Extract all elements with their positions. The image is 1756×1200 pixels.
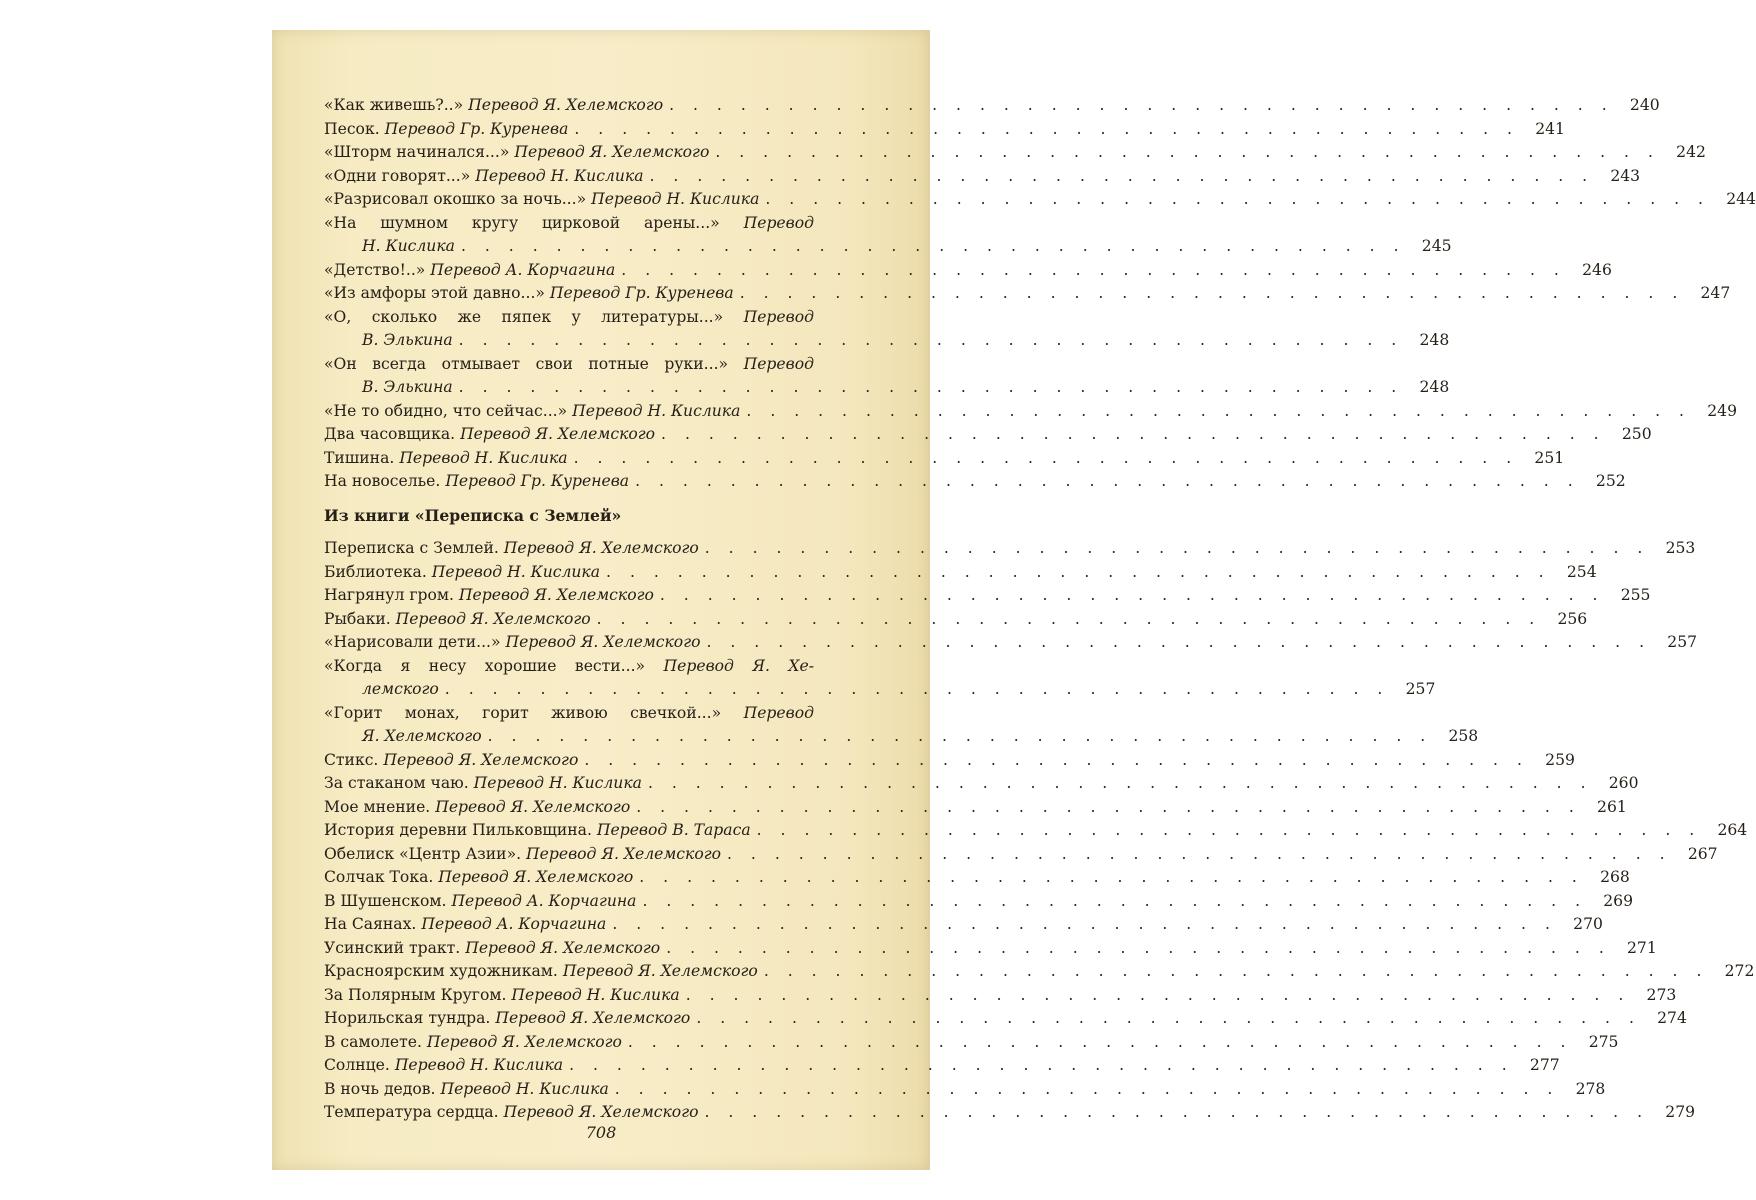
- toc-section-1: [324, 94, 1756, 494]
- entry-title: Стикс.: [324, 750, 379, 769]
- leader-dots: . . . . . . . . . . . . . . . . . . . . . . . . . . . . . . . . . . . . . . . .: [636, 797, 1581, 816]
- entry-translator: Перевод Я. Хе-: [663, 656, 814, 675]
- entry-page: 274: [1657, 1009, 1687, 1027]
- leader-dots: . . . . . . . . . . . . . . . . . . . . . . . . . . . . . . . . . . . . . . . .: [639, 868, 1584, 886]
- toc-entry: [324, 537, 1696, 561]
- leader-dots: . . . . . . . . . . . . . . . . . . . . . . . . . . . . . . . . . . . . . . . .: [460, 237, 1406, 255]
- entry-title: История деревни Пильковщина.: [324, 821, 592, 839]
- toc-entry-continuation: [324, 329, 1450, 353]
- entry-page: 278: [1575, 1079, 1606, 1098]
- leader-dots: . . . . . . . . . . . . . . . . . . . . . . . . . . . . . . . . . . . . . . . .: [727, 844, 1672, 863]
- entry-text: [324, 447, 568, 471]
- entry-translator: Перевод А. Корчагина: [421, 915, 607, 933]
- leader-dots: . . . . . . . . . . . . . . . . . . . . . . . . . . . . . . . . . . . . . . . .: [614, 1079, 1560, 1098]
- toc-entry: [324, 960, 1755, 984]
- entry-title: «Одни говорят...»: [324, 166, 471, 185]
- toc-entry: [324, 843, 1718, 867]
- entry-page: 257: [1667, 633, 1698, 651]
- entry-translator: Перевод: [743, 354, 814, 373]
- entry-text: [324, 960, 758, 984]
- toc-entry: [324, 819, 1748, 843]
- entry-page: 254: [1566, 562, 1597, 581]
- toc-entry-continuation: [324, 678, 1436, 702]
- leader-dots: . . . . . . . . . . . . . . . . . . . . . . . . . . . . . . . . . . . . . . . .: [606, 562, 1551, 581]
- entry-translator: Перевод Гр. Куренева: [445, 472, 630, 490]
- entry-text: [324, 890, 636, 914]
- toc-entry: [324, 470, 1626, 494]
- entry-translator-cont: В. Элькина: [362, 378, 453, 396]
- entry-text: [324, 537, 699, 561]
- entry-translator-cont: В. Элькина: [362, 331, 453, 349]
- entry-title: Песок.: [324, 119, 380, 138]
- entry-page: 240: [1629, 96, 1660, 114]
- toc-entry: [324, 890, 1634, 914]
- entry-translator: Перевод Я. Хелемского: [562, 962, 758, 980]
- leader-dots: . . . . . . . . . . . . . . . . . . . . . . . . . . . . . . . . . . . . . . . .: [649, 166, 1595, 185]
- leader-dots: . . . . . . . . . . . . . . . . . . . . . . . . . . . . . . . . . . . . . . . .: [584, 750, 1529, 769]
- toc-entry-continuation: [324, 235, 1452, 259]
- entry-translator: Перевод Я. Хелемского: [495, 1009, 691, 1027]
- entry-text: [324, 94, 663, 118]
- leader-dots: . . . . . . . . . . . . . . . . . . . . . . . . . . . . . . . . . . . . . . . .: [458, 378, 1404, 396]
- entry-page: 273: [1646, 985, 1677, 1004]
- entry-text: [324, 984, 680, 1008]
- section-title: Из книги «Переписка с Землей»: [324, 505, 622, 525]
- entry-page: 241: [1535, 119, 1565, 138]
- toc-entry: [324, 259, 1612, 283]
- entry-text: [324, 1054, 563, 1078]
- entry-text: [324, 631, 700, 655]
- entry-title: Солнце.: [324, 1056, 390, 1074]
- entry-text: [324, 118, 568, 142]
- entry-translator: Перевод Я. Хелемского: [383, 750, 579, 769]
- toc-entry: [324, 1031, 1619, 1055]
- entry-title: За стаканом чаю.: [324, 774, 469, 792]
- entry-page: 257: [1405, 680, 1436, 698]
- toc-entry: [324, 608, 1588, 632]
- toc-entry: [324, 937, 1657, 961]
- entry-title: Красноярским художникам.: [324, 962, 558, 980]
- toc-entry: [324, 1007, 1687, 1031]
- entry-title: Температура сердца.: [324, 1103, 499, 1121]
- entry-text: [324, 866, 633, 890]
- entry-text: [324, 259, 615, 283]
- entry-page: 251: [1534, 448, 1565, 467]
- entry-title: «О, сколько же пяпек у литературы...»: [324, 307, 724, 326]
- toc-entry-continuation: [324, 725, 1479, 749]
- entry-text: [324, 1007, 690, 1031]
- entry-page: 271: [1627, 938, 1657, 957]
- entry-translator: Перевод Н. Кислика: [440, 1079, 609, 1098]
- entry-translator: Перевод Я. Хелемского: [514, 143, 710, 161]
- leader-dots: . . . . . . . . . . . . . . . . . . . . . . . . . . . . . . . . . . . . . . . .: [621, 260, 1566, 279]
- toc-entry: [324, 631, 1698, 655]
- entry-page: 270: [1573, 915, 1603, 933]
- entry-title: В ночь дедов.: [324, 1079, 436, 1098]
- leader-dots: . . . . . . . . . . . . . . . . . . . . . . . . . . . . . . . . . . . . . . . .: [685, 985, 1631, 1004]
- leader-dots: . . . . . . . . . . . . . . . . . . . . . . . . . . . . . . . . . . . . . . . .: [715, 143, 1660, 161]
- entry-title: Переписка с Землей.: [324, 539, 499, 557]
- entry-page: 275: [1588, 1032, 1619, 1051]
- entry-translator: Перевод Я. Хелемского: [503, 1103, 699, 1121]
- table-of-contents: [324, 94, 1756, 1125]
- entry-translator: Перевод Я. Хелемского: [395, 609, 591, 628]
- entry-translator: Перевод Н. Кислика: [475, 166, 644, 185]
- entry-title: «Разрисовал окошко за ночь...»: [324, 190, 587, 208]
- entry-text: [324, 772, 642, 796]
- entry-title: На Саянах.: [324, 915, 417, 933]
- leader-dots: . . . . . . . . . . . . . . . . . . . . . . . . . . . . . . . . . . . . . . . .: [739, 284, 1685, 302]
- toc-entry: [324, 1054, 1560, 1078]
- entry-text: [324, 749, 578, 773]
- entry-translator: Перевод Н. Кислика: [394, 1056, 564, 1074]
- entry-text: [324, 141, 709, 165]
- toc-entry: [324, 447, 1565, 471]
- toc-entry: [324, 353, 814, 377]
- toc-entry: [324, 282, 1731, 306]
- entry-page: 267: [1687, 844, 1718, 863]
- entry-page: 247: [1700, 284, 1731, 302]
- entry-translator: Перевод Я. Хелемского: [435, 797, 631, 816]
- entry-page: 258: [1448, 727, 1479, 745]
- entry-text: [324, 608, 591, 632]
- entry-page: 255: [1620, 586, 1651, 604]
- toc-entry: [324, 561, 1597, 585]
- entry-title: Солчак Тока.: [324, 868, 434, 886]
- entry-text: [324, 400, 740, 424]
- toc-entry: [324, 749, 1575, 773]
- leader-dots: . . . . . . . . . . . . . . . . . . . . . . . . . . . . . . . . . . . . . . . .: [696, 1009, 1641, 1027]
- entry-page: 268: [1600, 868, 1630, 886]
- toc-entry: [324, 772, 1639, 796]
- entry-title: «Горит монах, горит живою свечкой...»: [324, 703, 722, 722]
- toc-entry: [324, 400, 1737, 424]
- leader-dots: . . . . . . . . . . . . . . . . . . . . . . . . . . . . . . . . . . . . . . . .: [569, 1056, 1514, 1074]
- entry-translator: Перевод Н. Кислика: [473, 774, 642, 792]
- toc-entry: [324, 984, 1677, 1008]
- leader-dots: . . . . . . . . . . . . . . . . . . . . . . . . . . . . . . . . . . . . . . . .: [573, 448, 1519, 467]
- leader-dots: . . . . . . . . . . . . . . . . . . . . . . . . . . . . . . . . . . . . . . . .: [627, 1032, 1573, 1051]
- leader-dots: . . . . . . . . . . . . . . . . . . . . . . . . . . . . . . . . . . . . . . . .: [746, 401, 1691, 420]
- book-page: [272, 30, 1756, 1170]
- toc-entry: [324, 165, 1641, 189]
- entry-translator: Перевод: [743, 703, 814, 722]
- entry-page: 261: [1597, 797, 1627, 816]
- entry-text: [324, 165, 644, 189]
- entry-title: Нагрянул гром.: [324, 586, 454, 604]
- entry-title: За Полярным Кругом.: [324, 985, 507, 1004]
- entry-text: [324, 937, 660, 961]
- entry-title: «Когда я несу хорошие вести...»: [324, 656, 646, 675]
- entry-translator: Перевод Я. Хелемского: [468, 96, 664, 114]
- leader-dots: . . . . . . . . . . . . . . . . . . . . . . . . . . . . . . . . . . . . . . . .: [458, 331, 1404, 349]
- leader-dots: . . . . . . . . . . . . . . . . . . . . . . . . . . . . . . . . . . . . . . . .: [612, 915, 1557, 933]
- entry-translator: Перевод Я. Хелемского: [460, 425, 656, 443]
- entry-page: 248: [1419, 331, 1450, 349]
- leader-dots: . . . . . . . . . . . . . . . . . . . . . . . . . . . . . . . . . . . . . . . .: [642, 891, 1588, 910]
- entry-title: Тишина.: [324, 448, 395, 467]
- entry-page: 248: [1419, 378, 1450, 396]
- entry-page: 252: [1595, 472, 1626, 490]
- leader-dots: . . . . . . . . . . . . . . . . . . . . . . . . . . . . . . . . . . . . . . . .: [704, 539, 1650, 557]
- entry-page: 256: [1557, 609, 1588, 628]
- leader-dots: . . . . . . . . . . . . . . . . . . . . . . . . . . . . . . . . . . . . . . . .: [756, 821, 1702, 839]
- entry-page: 242: [1676, 143, 1706, 161]
- toc-entry: [324, 796, 1627, 820]
- entry-text: [324, 584, 654, 608]
- leader-dots: . . . . . . . . . . . . . . . . . . . . . . . . . . . . . . . . . . . . . . . .: [574, 119, 1519, 138]
- entry-title: Два часовщика.: [324, 425, 456, 443]
- entry-title: В Шушенском.: [324, 891, 447, 910]
- entry-title: Усинский тракт.: [324, 938, 461, 957]
- entry-translator: Перевод: [743, 307, 814, 326]
- entry-translator: Перевод Гр. Куренева: [549, 284, 734, 302]
- entry-translator: Перевод А. Корчагина: [430, 260, 616, 279]
- entry-page: 279: [1665, 1103, 1696, 1121]
- leader-dots: . . . . . . . . . . . . . . . . . . . . . . . . . . . . . . . . . . . . . . . .: [444, 680, 1390, 698]
- entry-translator: Перевод А. Корчагина: [451, 891, 637, 910]
- entry-page: 246: [1582, 260, 1612, 279]
- leader-dots: . . . . . . . . . . . . . . . . . . . . . . . . . . . . . . . . . . . . . . . .: [647, 774, 1593, 792]
- toc-entry: [324, 141, 1706, 165]
- entry-translator: Перевод Н. Кислика: [431, 562, 601, 581]
- leader-dots: . . . . . . . . . . . . . . . . . . . . . . . . . . . . . . . . . . . . . . . .: [487, 727, 1433, 745]
- entry-translator: Перевод Гр. Куренева: [384, 119, 569, 138]
- entry-translator: Перевод Н. Кислика: [572, 401, 741, 420]
- entry-page: 269: [1603, 891, 1634, 910]
- entry-page: 272: [1724, 962, 1755, 980]
- leader-dots: . . . . . . . . . . . . . . . . . . . . . . . . . . . . . . . . . . . . . . . .: [659, 586, 1605, 604]
- entry-page: 277: [1529, 1056, 1560, 1074]
- leader-dots: . . . . . . . . . . . . . . . . . . . . . . . . . . . . . . . . . . . . . . . .: [763, 962, 1709, 980]
- toc-entry: [324, 1078, 1606, 1102]
- entry-title: В самолете.: [324, 1032, 422, 1051]
- entry-title: Рыбаки.: [324, 609, 391, 628]
- entry-translator: Перевод Я. Хелемского: [458, 586, 654, 604]
- entry-page: 253: [1665, 539, 1696, 557]
- entry-page: 250: [1621, 425, 1652, 443]
- entry-translator-cont: Я. Хелемского: [362, 727, 482, 745]
- entry-page: 260: [1608, 774, 1639, 792]
- entry-translator: Перевод Я. Хелемского: [438, 868, 634, 886]
- entry-text: [324, 1031, 622, 1055]
- entry-translator: Перевод Н. Кислика: [399, 448, 568, 467]
- entry-title: Мое мнение.: [324, 797, 431, 816]
- entry-translator-cont: Н. Кислика: [362, 237, 455, 255]
- entry-text: [324, 1101, 698, 1125]
- toc-entry: [324, 1101, 1696, 1125]
- entry-translator: Перевод В. Тараса: [596, 821, 751, 839]
- toc-entry-continuation: [324, 376, 1450, 400]
- entry-title: «Нарисовали дети...»: [324, 633, 501, 651]
- entry-title: Библиотека.: [324, 562, 427, 581]
- entry-text: [324, 188, 759, 212]
- entry-translator: Перевод Н. Кислика: [511, 985, 680, 1004]
- toc-entry: [324, 188, 1756, 212]
- entry-page: 249: [1707, 401, 1737, 420]
- entry-page: 245: [1421, 237, 1452, 255]
- entry-text: [324, 470, 629, 494]
- leader-dots: . . . . . . . . . . . . . . . . . . . . . . . . . . . . . . . . . . . . . . . .: [661, 425, 1606, 443]
- entry-text: [324, 423, 655, 447]
- entry-page: 264: [1717, 821, 1748, 839]
- entry-text: [324, 1078, 609, 1102]
- entry-title: «Детство!..»: [324, 260, 426, 279]
- entry-text: [324, 843, 721, 867]
- entry-text: [324, 796, 630, 820]
- page-number: 708: [585, 1123, 617, 1142]
- toc-entry: [324, 118, 1565, 142]
- entry-text: [324, 819, 751, 843]
- toc-section-2: [324, 537, 1755, 1125]
- entry-translator: Перевод Я. Хелемского: [503, 539, 699, 557]
- entry-translator-cont: лемского: [362, 680, 439, 698]
- entry-page: 244: [1726, 190, 1756, 208]
- entry-title: Норильская тундра.: [324, 1009, 491, 1027]
- toc-entry: [324, 866, 1630, 890]
- entry-title: «Из амфоры этой давно...»: [324, 284, 545, 302]
- toc-entry: [324, 655, 814, 679]
- leader-dots: . . . . . . . . . . . . . . . . . . . . . . . . . . . . . . . . . . . . . . . .: [669, 96, 1614, 114]
- toc-entry: [324, 212, 814, 236]
- toc-entry: [324, 423, 1652, 447]
- toc-entry: [324, 913, 1603, 937]
- entry-title: «Не то обидно, что сейчас...»: [324, 401, 568, 420]
- entry-translator: Перевод Я. Хелемского: [526, 844, 721, 863]
- entry-page: 243: [1610, 166, 1641, 185]
- entry-text: [324, 561, 600, 585]
- leader-dots: . . . . . . . . . . . . . . . . . . . . . . . . . . . . . . . . . . . . . . . .: [635, 472, 1580, 490]
- entry-title: «Шторм начинался...»: [324, 143, 510, 161]
- leader-dots: . . . . . . . . . . . . . . . . . . . . . . . . . . . . . . . . . . . . . . . .: [765, 190, 1710, 208]
- toc-entry: [324, 702, 814, 726]
- toc-entry: [324, 94, 1660, 118]
- entry-title: «На шумном кругу цирковой арены...»: [324, 213, 720, 232]
- entry-translator: Перевод Н. Кислика: [591, 190, 760, 208]
- entry-title: На новоселье.: [324, 472, 441, 490]
- leader-dots: . . . . . . . . . . . . . . . . . . . . . . . . . . . . . . . . . . . . . . . .: [596, 609, 1542, 628]
- toc-entry: [324, 306, 814, 330]
- entry-translator: Перевод Я. Хелемского: [505, 633, 701, 651]
- entry-translator: Перевод Я. Хелемского: [465, 938, 661, 957]
- entry-text: [324, 282, 734, 306]
- entry-title: «Как живешь?..»: [324, 96, 464, 114]
- entry-text: [324, 913, 606, 937]
- toc-entry: [324, 584, 1651, 608]
- entry-title: Обелиск «Центр Азии».: [324, 844, 522, 863]
- leader-dots: . . . . . . . . . . . . . . . . . . . . . . . . . . . . . . . . . . . . . . . .: [666, 938, 1611, 957]
- leader-dots: . . . . . . . . . . . . . . . . . . . . . . . . . . . . . . . . . . . . . . . .: [706, 633, 1652, 651]
- entry-title: «Он всегда отмывает свои потные руки...»: [324, 354, 729, 373]
- entry-translator: Перевод Я. Хелемского: [426, 1032, 622, 1051]
- entry-page: 259: [1545, 750, 1575, 769]
- entry-translator: Перевод: [743, 213, 815, 232]
- leader-dots: . . . . . . . . . . . . . . . . . . . . . . . . . . . . . . . . . . . . . . . .: [704, 1103, 1650, 1121]
